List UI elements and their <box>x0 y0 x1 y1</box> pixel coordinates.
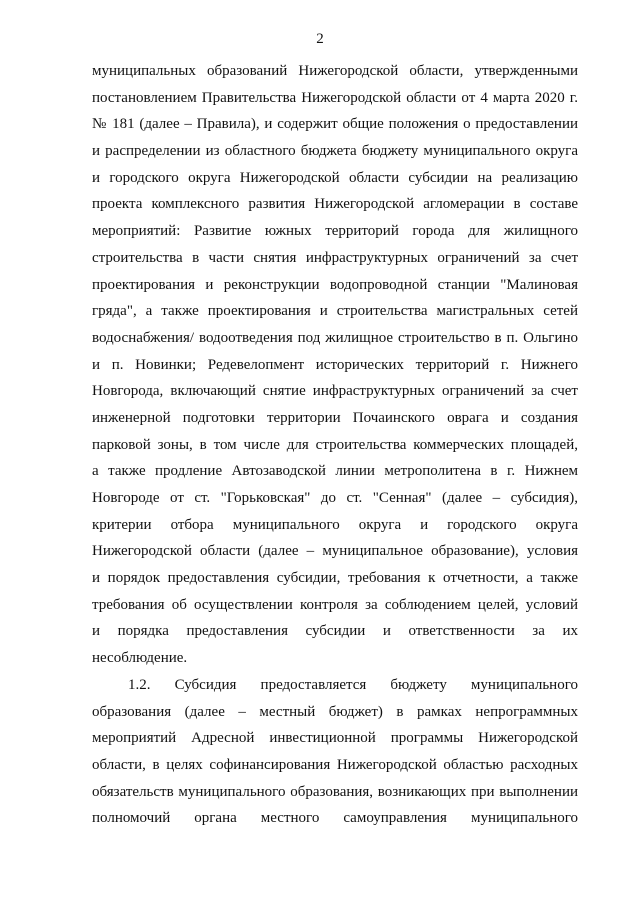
document-body <box>92 58 578 832</box>
text-line: мероприятий Адресной инвестиционной программы Нижегородской <box>92 730 578 747</box>
text-line: критерии отбора муниципального округа и городского округа <box>92 516 578 533</box>
text-line: гряда", а также проектирования и строительства магистральных сетей <box>92 303 578 320</box>
text-line: парковой зоны, в том числе для строительства коммерческих площадей, <box>92 436 578 453</box>
text-line: проектирования и реконструкции водопроводной станции "Малиновая <box>92 276 578 293</box>
text-line: несоблюдение. <box>92 650 188 667</box>
page-number: 2 <box>316 31 324 47</box>
text-line: муниципальных образований Нижегородской области, утвержденными <box>92 63 578 79</box>
text-line: № 181 (далее – Правила), и содержит общие положения о предоставлении <box>92 116 578 133</box>
paragraph-1 <box>92 58 578 672</box>
text-line: водоснабжения/ водоотведения под жилищное строительство в п. Ольгино <box>92 329 578 346</box>
text-line: и п. Новинки; Редевелопмент исторических территорий г. Нижнего <box>92 356 578 373</box>
text-line: образования (далее – местный бюджет) в рамках непрограммных <box>92 703 578 720</box>
text-line: мероприятий: Развитие южных территорий города для жилищного <box>92 223 578 240</box>
text-line: а также продление Автозаводской линии метрополитена в г. Нижнем <box>92 463 578 480</box>
paragraph-1-2 <box>92 672 578 832</box>
text-line: постановлением Правительства Нижегородской области от 4 марта 2020 г. <box>92 89 578 106</box>
text-line: требования об осуществлении контроля за соблюдением целей, условий <box>92 596 578 613</box>
text-line: и порядок предоставления субсидии, требования к отчетности, а также <box>92 570 578 587</box>
text-line: и городского округа Нижегородской области субсидии на реализацию <box>92 169 578 186</box>
text-line: Нижегородской области (далее – муниципальное образование), условия <box>92 543 578 560</box>
text-line: области, в целях софинансирования Нижегородской областью расходных <box>92 756 578 773</box>
text-line: и порядка предоставления субсидии и ответственности за их <box>92 623 578 640</box>
text-line: строительства в части снятия инфраструктурных ограничений за счет <box>92 249 578 266</box>
text-line: полномочий органа местного самоуправления муниципального <box>92 810 578 827</box>
text-line: Новгорода, включающий снятие инфраструктурных ограничений за счет <box>92 383 578 400</box>
text-line: и распределении из областного бюджета бюджету муниципального округа <box>92 143 578 160</box>
text-line: инженерной подготовки территории Почаинского оврага и создания <box>92 409 578 426</box>
text-line: 1.2. Субсидия предоставляется бюджету муниципального <box>128 676 578 693</box>
text-line: проекта комплексного развития Нижегородской агломерации в составе <box>92 196 578 213</box>
text-line: Новгороде от ст. "Горьковская" до ст. "Сенная" (далее – субсидия), <box>92 490 578 506</box>
text-line: обязательств муниципального образования, возникающих при выполнении <box>92 783 578 800</box>
